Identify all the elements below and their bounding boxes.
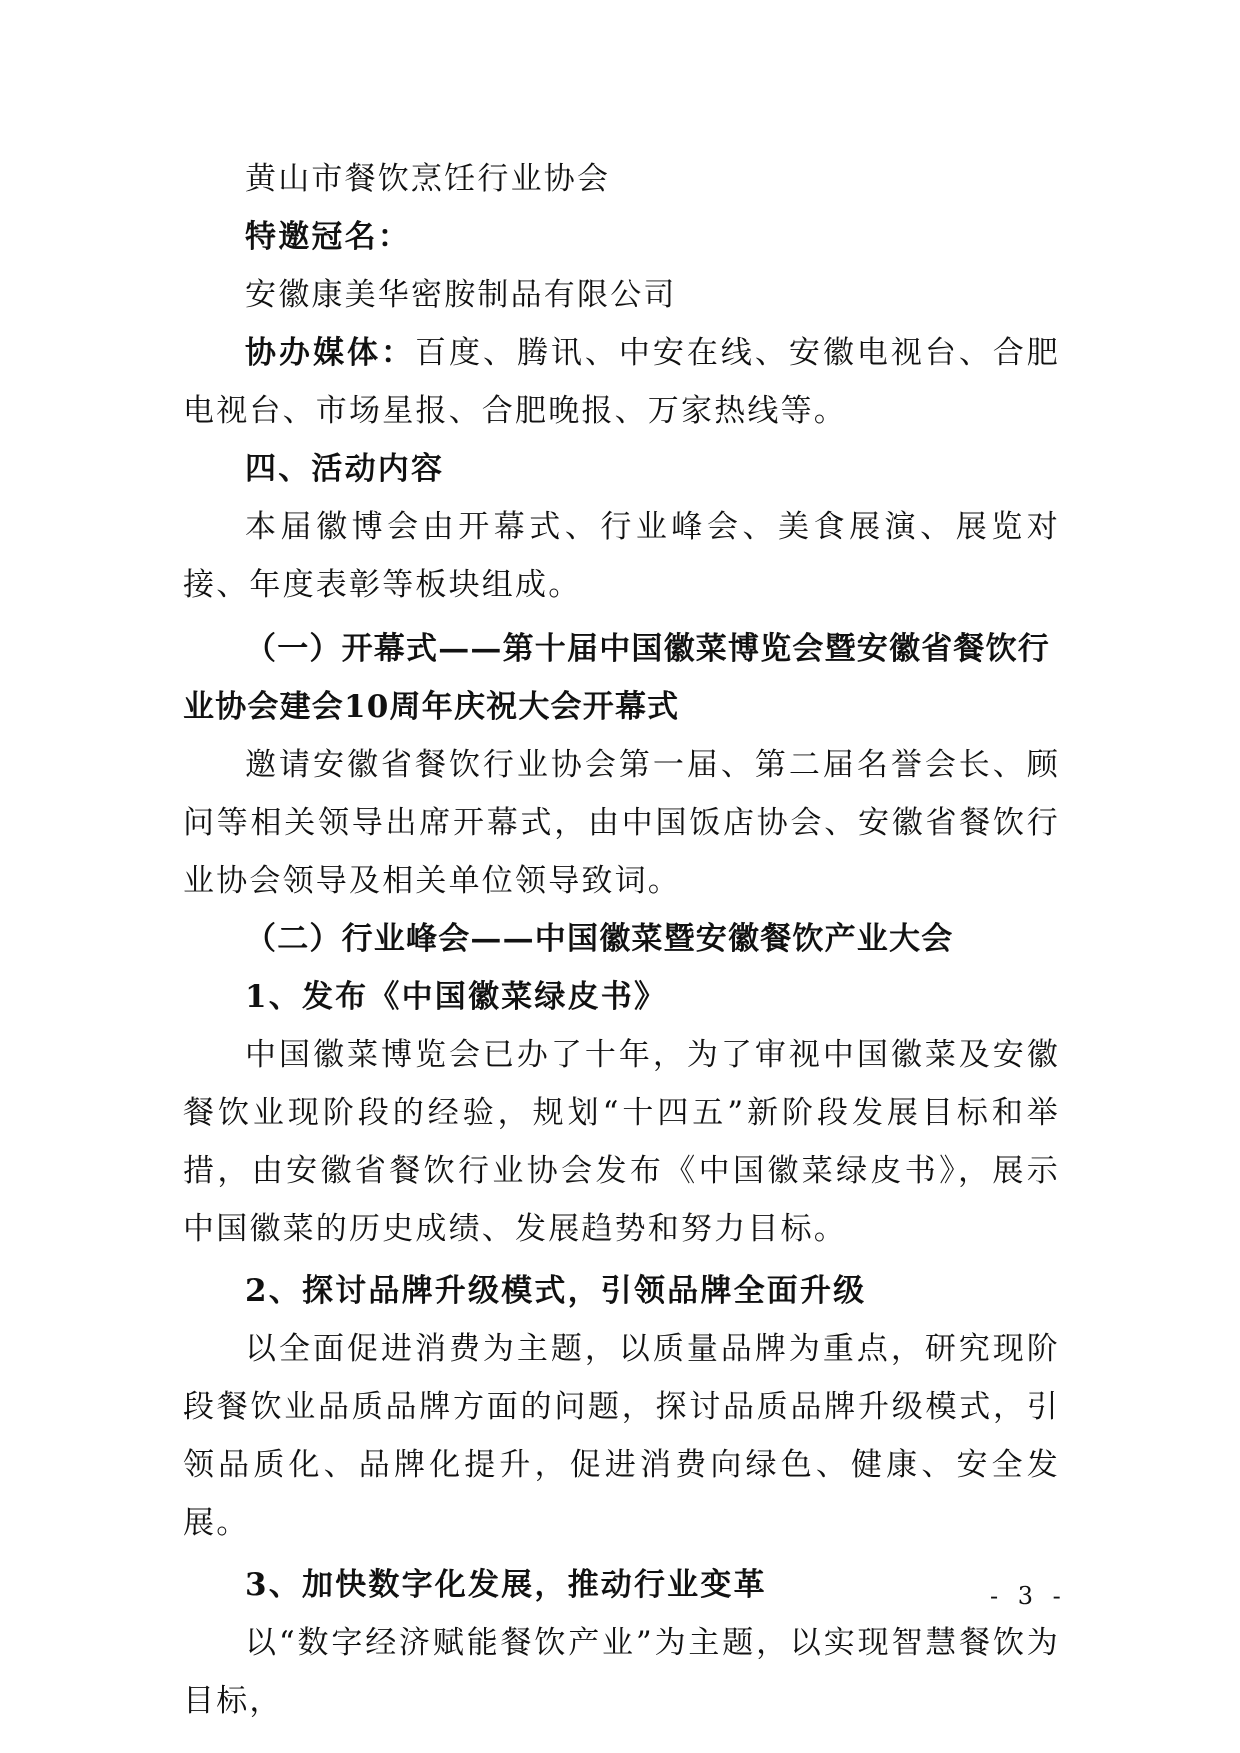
document-page bbox=[183, 150, 1060, 1730]
media-paragraph bbox=[183, 324, 1060, 440]
section4-intro: 本届徽博会由开幕式、行业峰会、美食展演、展览对接、年度表彰等板块组成。 bbox=[183, 509, 1060, 603]
item1-text: 中国徽菜博览会已办了十年，为了审视中国徽菜及安徽餐饮业现阶段的经验，规划“十四五”新阶段发展目标和举措，由安徽省餐饮行业协会发布《中国徽菜绿皮书》，展示中国徽菜的历史成绩、发展趋势和努力目标。 bbox=[183, 1037, 1060, 1247]
special-title-company: 安徽康美华密胺制品有限公司 bbox=[245, 277, 677, 313]
item3-heading: 3、加快数字化发展，推动行业变革 bbox=[245, 1567, 767, 1603]
organizer-line: 黄山市餐饮烹饪行业协会 bbox=[245, 161, 611, 197]
item3-text: 以“数字经济赋能餐饮产业”为主题，以实现智慧餐饮为目标， bbox=[183, 1625, 1060, 1719]
item1-heading: 1、发布《中国徽菜绿皮书》 bbox=[245, 979, 668, 1015]
page-number: - 3 - bbox=[990, 1582, 1067, 1610]
item2-text: 以全面促进消费为主题，以质量品牌为重点，研究现阶段餐饮业品质品牌方面的问题，探讨品质品牌升级模式，引领品质化、品牌化提升，促进消费向绿色、健康、安全发展。 bbox=[183, 1331, 1060, 1541]
item2-heading: 2、探讨品牌升级模式，引领品牌全面升级 bbox=[245, 1273, 867, 1309]
special-title-label: 特邀冠名： bbox=[245, 219, 411, 255]
section4-heading: 四、活动内容 bbox=[245, 451, 445, 487]
sub2-heading: （二）行业峰会——中国徽菜暨安徽餐饮产业大会 bbox=[245, 921, 954, 957]
sub1-heading: （一）开幕式——第十届中国徽菜博览会暨安徽省餐饮行业协会建会10周年庆祝大会开幕式 bbox=[183, 631, 1050, 725]
media-label: 协办媒体： bbox=[245, 335, 415, 371]
media-text: 百度、腾讯、中安在线、安徽电视台、合肥电视台、市场星报、合肥晚报、万家热线等。 bbox=[183, 335, 1061, 429]
sub1-text: 邀请安徽省餐饮行业协会第一届、第二届名誉会长、顾问等相关领导出席开幕式，由中国饭店协会、安徽省餐饮行业协会领导及相关单位领导致词。 bbox=[183, 747, 1060, 899]
